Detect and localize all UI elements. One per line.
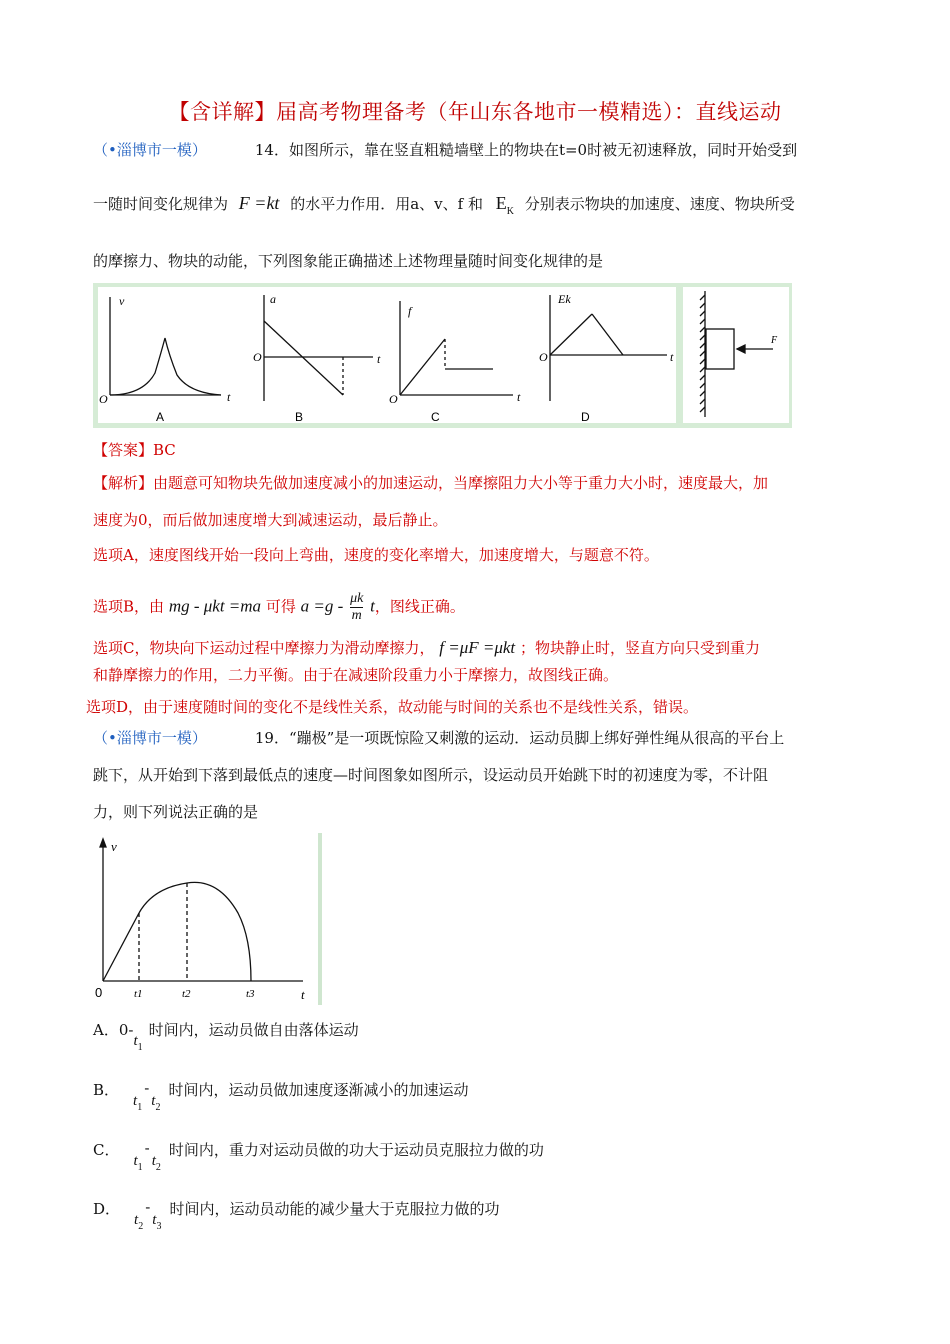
q14-stem-2b: 的水平力作用．用a、v、f 和 <box>290 195 483 213</box>
graph-a-xlabel: t <box>227 390 231 404</box>
graph-a-origin: O <box>99 392 108 406</box>
option-b-t-to: t <box>151 1093 156 1109</box>
option-d-to-sub: 3 <box>156 1221 162 1232</box>
opt-b-suffix: ，图线正确。 <box>374 597 465 616</box>
graph-c-label: C <box>431 410 440 424</box>
q14-line1 <box>93 140 797 160</box>
q19-y-arrow <box>100 839 106 847</box>
opt-b-fraction <box>350 591 363 624</box>
q19-tick-t2: t2 <box>182 988 191 1000</box>
graph-c-ylabel: f <box>408 304 412 318</box>
q14-line2 <box>93 193 795 217</box>
option-a-interval <box>133 1031 142 1053</box>
q14-figure <box>93 283 792 428</box>
opt-c-suffix: ；物块静止时，竖直方向只受到重力 <box>519 639 760 657</box>
q19-option-d[interactable] <box>93 1198 500 1232</box>
graph-b-xlabel: t <box>377 352 381 366</box>
answer: 【答案】BC <box>93 441 176 459</box>
option-c-t-from: t <box>133 1153 138 1169</box>
opt-b-prefix: 选项B，由 <box>93 597 165 616</box>
q19-option-b[interactable] <box>93 1079 469 1113</box>
option-c-t-to: t <box>151 1153 156 1169</box>
q14-stem-3: 的摩擦力、物块的动能，下列图象能正确描述上述物理量随时间变化规律的是 <box>93 252 604 270</box>
option-d-t-from: t <box>134 1212 139 1228</box>
option-c-to <box>152 1151 161 1173</box>
graph-d-origin: O <box>539 350 548 364</box>
graph-c-xlabel: t <box>517 390 521 404</box>
graph-d-xlabel: t <box>670 350 674 364</box>
option-c-from-sub: 1 <box>137 1162 143 1173</box>
option-c-to-sub: 2 <box>155 1162 161 1173</box>
graph-b-label: B <box>295 410 304 424</box>
graph-a-label: A <box>156 410 165 424</box>
option-c-explanation <box>93 638 760 658</box>
q14-stem-2a: 一随时间变化规律为 <box>93 195 229 213</box>
option-a-letter: A．0- <box>93 1021 134 1039</box>
option-c-text: 时间内，重力对运动员做的功大于运动员克服拉力做的功 <box>168 1141 544 1159</box>
opt-b-mid: 可得 <box>265 597 296 616</box>
option-b-to-sub: 2 <box>155 1102 161 1113</box>
q14-stem-2c: 分别表示物块的加速度、速度、物块所受 <box>524 195 795 213</box>
q19-source: （•淄博市一模） <box>93 729 207 747</box>
page-title: 【含详解】届高考物理备考（年山东各地市一模精选）：直线运动 <box>168 100 782 124</box>
q19-option-c[interactable] <box>93 1139 544 1173</box>
q19-option-a[interactable] <box>93 1020 359 1053</box>
option-b-letter: B． <box>93 1081 120 1099</box>
opt-c-eq: f =μF =μkt <box>439 638 516 657</box>
option-d-from-sub: 2 <box>138 1221 144 1232</box>
option-b-from <box>133 1091 142 1113</box>
option-a-t: t <box>133 1033 138 1049</box>
q19-stem-3: 力，则下列说法正确的是 <box>93 803 259 821</box>
q14-source: （•淄博市一模） <box>93 141 207 159</box>
option-a-explanation: 选项A，速度图线开始一段向上弯曲，速度的变化率增大，加速度增大，与题意不符。 <box>93 546 659 564</box>
option-d-text: 时间内，运动员动能的减少量大于克服拉力做的功 <box>169 1200 500 1218</box>
option-c-from <box>133 1151 142 1173</box>
option-c-dash: - <box>144 1139 150 1157</box>
opt-b-frac-num: μk <box>350 591 364 606</box>
opt-b-eq1: mg - μkt =ma <box>168 596 262 616</box>
ek-letter: E <box>495 193 507 213</box>
option-c-letter: C． <box>93 1141 120 1159</box>
option-b-explanation <box>93 591 465 624</box>
option-d-explanation: 选项D，由于速度随时间的变化不是线性关系，故动能与时间的关系也不是线性关系，错误。 <box>86 698 699 716</box>
q19-xlabel: t <box>301 987 305 1002</box>
graph-a-ylabel: v <box>119 294 125 308</box>
q19-curve <box>139 882 251 981</box>
q19-stem-1: 19．“蹦极”是一项既惊险又刺激的运动．运动员脚上绑好弹性绳从很高的平台上 <box>254 729 785 747</box>
q19-tick-t3: t3 <box>246 988 255 1000</box>
q19-graph-svg <box>93 833 324 1005</box>
opt-b-frac-den: m <box>351 608 362 623</box>
analysis-text-1: 由题意可知物块先做加速度减小的加速运动，当摩擦阻力大小等于重力大小时，速度最大，加 <box>153 474 769 492</box>
q14-graphs-svg <box>93 283 792 428</box>
force-label: F <box>771 335 778 346</box>
graph-b-origin: O <box>253 350 262 364</box>
option-b-text: 时间内，运动员做加速度逐渐减小的加速运动 <box>168 1081 469 1099</box>
option-d-to <box>152 1210 161 1232</box>
option-a-sub: 1 <box>137 1042 143 1053</box>
q19-tick-t1: t1 <box>134 988 143 1000</box>
wall-panel <box>683 287 789 423</box>
ek-symbol <box>495 193 514 217</box>
graph-d-label: D <box>581 410 590 424</box>
analysis-line1 <box>93 473 768 493</box>
graph-c-origin: O <box>389 392 398 406</box>
option-b-t-from: t <box>133 1093 138 1109</box>
option-d-dash: - <box>145 1198 151 1216</box>
option-d-from <box>134 1210 143 1232</box>
q19-stem-2: 跳下，从开始到下落到最低点的速度—时间图象如图所示，设运动员开始跳下时的初速度为零，不计阻 <box>93 766 769 784</box>
analysis-line2: 速度为0，而后做加速度增大到减速运动，最后静止。 <box>93 511 448 529</box>
q19-figure <box>93 833 324 1005</box>
q14-stem-1: 14．如图所示，靠在竖直粗糙墙壁上的物块在t=0时被无初速释放，同时开始受到 <box>254 141 798 159</box>
graph-d-ylabel: Ek <box>558 292 571 306</box>
q19-line1 <box>93 728 784 748</box>
option-d-t-to: t <box>152 1212 157 1228</box>
q19-linear-segment <box>103 913 139 981</box>
opt-b-eq2a: a =g - <box>300 596 344 616</box>
opt-c-prefix: 选项C，物块向下运动过程中摩擦力为滑动摩擦力， <box>93 639 435 657</box>
q19-ylabel: v <box>111 839 117 854</box>
analysis-tag: 【解析】 <box>93 474 154 492</box>
ek-subscript: K <box>506 206 514 217</box>
option-a-text: 时间内，运动员做自由落体运动 <box>148 1021 359 1039</box>
graph-b-ylabel: a <box>270 292 276 306</box>
option-b-from-sub: 1 <box>137 1102 143 1113</box>
formula-f-kt: F =kt <box>238 193 280 213</box>
opt-b-eq2b: t <box>370 596 375 616</box>
option-b-dash: - <box>144 1079 150 1097</box>
option-b-to <box>151 1091 160 1113</box>
option-c-explanation-2: 和静摩擦力的作用，二力平衡。由于在减速阶段重力小于摩擦力，故图线正确。 <box>93 666 619 684</box>
option-d-letter: D． <box>93 1200 121 1218</box>
q19-origin: 0 <box>95 985 103 1000</box>
